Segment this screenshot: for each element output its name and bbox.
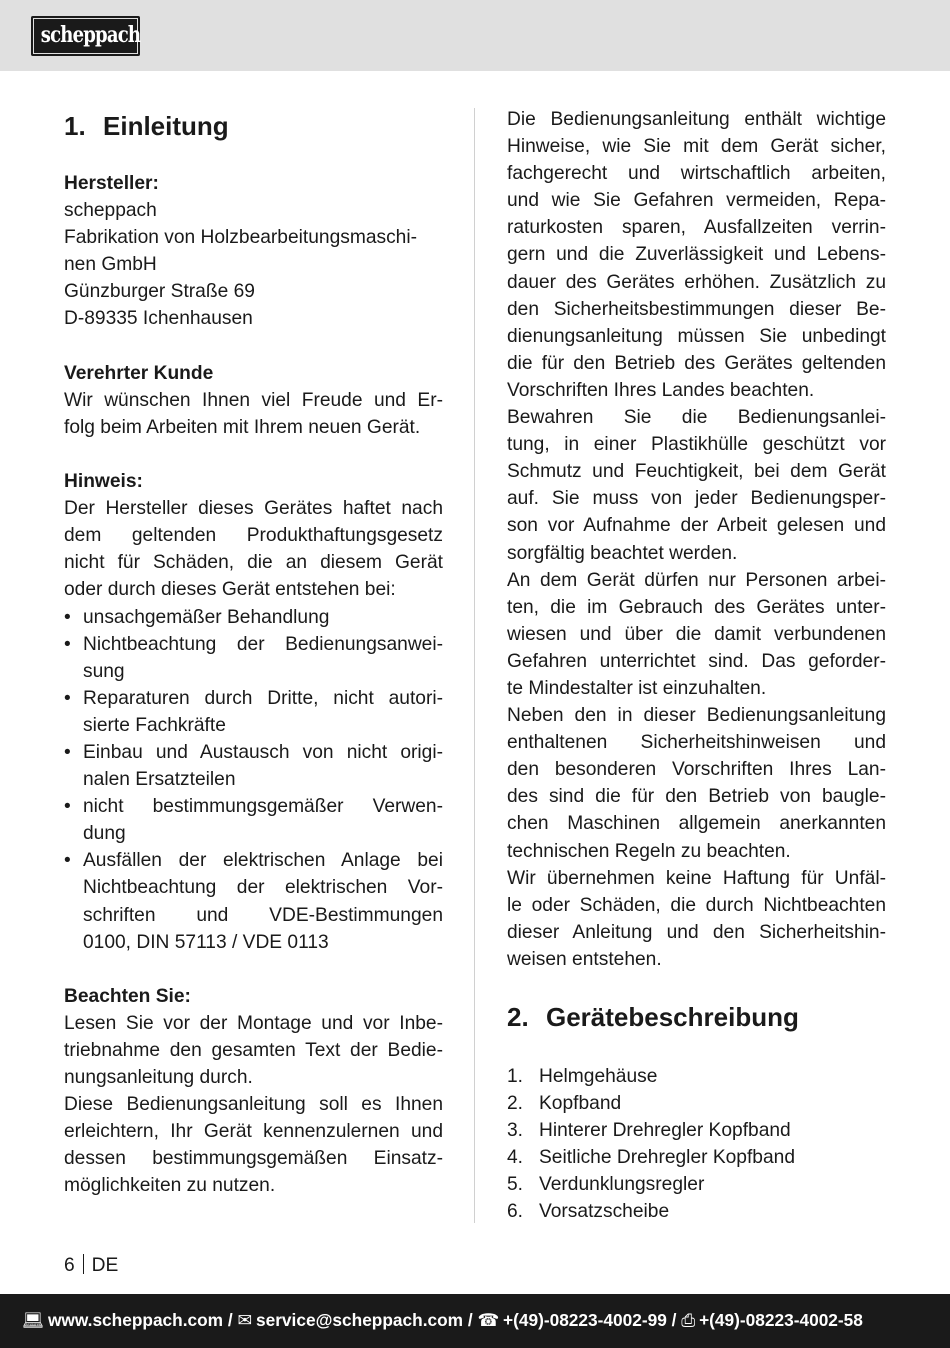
- list-item: • Einbau und Austausch von nicht origi- nalen Ersatzteilen: [64, 741, 443, 791]
- section-2-title: Gerätebeschreibung: [546, 1002, 799, 1032]
- paragraph-line: des sind die für den Betrieb von baugle-: [507, 786, 886, 808]
- part-item: [507, 1144, 886, 1171]
- beachten-line: triebnahme den gesamten Text der Bedie-: [64, 1040, 443, 1061]
- part-item: [507, 1171, 886, 1198]
- beachten-line: Diese Bedienungsanleitung soll es Ihnen: [64, 1094, 443, 1116]
- hersteller-block: [64, 197, 443, 332]
- paragraph-line: te Mindestalter ist einzuhalten.: [507, 677, 767, 699]
- paragraph-line: die für den Betrieb des Gerätes geltenden: [507, 352, 886, 374]
- section-1-number: 1.: [64, 111, 86, 141]
- logo-text: scheppach: [40, 22, 141, 48]
- paragraph-line: technischen Regeln zu beachten.: [507, 840, 791, 862]
- liability-list: [64, 604, 443, 956]
- part-number: 4.: [507, 1147, 524, 1169]
- paragraph-line: dienungsanleitung müssen Sie unbedingt: [507, 325, 886, 347]
- paragraph-line: dieser Anleitung und den Sicherheitshin-: [507, 921, 886, 943]
- column-divider: [474, 108, 475, 1223]
- hersteller-line: nen GmbH: [64, 254, 157, 276]
- phone-number: +(49)-08223-4002-99: [503, 1310, 667, 1330]
- page-number: [64, 1254, 118, 1277]
- section-1-heading: [64, 106, 443, 146]
- email-link[interactable]: service@scheppach.com: [255, 1310, 464, 1330]
- kunde-line: Wir wünschen Ihnen viel Freude und Er-: [64, 389, 443, 411]
- section-2-number: 2.: [507, 1002, 529, 1032]
- paragraph-line: und wie Sie Gefahren vermeiden, Repa-: [507, 190, 886, 212]
- paragraph-line: Wir übernehmen keine Haftung für Unfäl-: [507, 867, 886, 889]
- left-column: [64, 106, 443, 1200]
- page-lang: DE: [91, 1255, 119, 1276]
- kunde-block: [64, 387, 443, 441]
- part-number: 5.: [507, 1174, 524, 1196]
- paragraph-line: chen Maschinen allgemein anerkannten: [507, 813, 886, 835]
- beachten-block: [64, 1010, 443, 1200]
- footer-separator: /: [671, 1310, 677, 1330]
- beachten-line: Lesen Sie vor der Montage und vor Inbe-: [64, 1012, 443, 1034]
- footer-separator: /: [227, 1310, 233, 1330]
- website-link[interactable]: www.scheppach.com: [47, 1310, 224, 1330]
- paragraph-line: ten, die im Gebrauch des Gerätes unter-: [507, 596, 886, 618]
- paragraph-line: Hinweise, wie Sie mit dem Gerät sicher,: [507, 136, 886, 158]
- header-bar: [0, 0, 950, 71]
- footer-bar: [0, 1294, 950, 1348]
- beachten-line: erleichtern, Ihr Gerät kennenzulernen und: [64, 1121, 443, 1143]
- list-item: • Ausfällen der elektrischen Anlage bei Nichtbeachtung der elektrischen Vor- schriften und VDE-Bestimmungen 0100, DIN 57113 / VDE 0113: [64, 850, 443, 953]
- paragraph-line: enthaltenen Sicherheitshinweisen und: [507, 732, 886, 754]
- hersteller-line: Günzburger Straße 69: [64, 281, 255, 303]
- part-number: 6.: [507, 1201, 524, 1223]
- list-item: • unsachgemäßer Behandlung: [64, 606, 330, 628]
- section-1-title: Einleitung: [103, 111, 229, 141]
- part-label: Seitliche Drehregler Kopfband: [539, 1147, 795, 1169]
- paragraph-line: den besonderen Vorschriften Ihres Lan-: [507, 759, 886, 781]
- paragraph-line: Gefahren unterrichtet sind. Das geforder-: [507, 650, 886, 672]
- part-label: Verdunklungsregler: [539, 1174, 705, 1196]
- hersteller-line: D-89335 Ichenhausen: [64, 308, 253, 330]
- paragraph-line: gern und die Zuverlässigkeit und Lebens-: [507, 244, 886, 266]
- kunde-line: folg beim Arbeiten mit Ihrem neuen Gerät.: [64, 416, 421, 438]
- paragraph-line: fachgerecht und wirtschaftlich arbeiten,: [507, 163, 886, 185]
- part-item: [507, 1090, 886, 1117]
- hinweis-line: oder durch dieses Gerät entstehen bei:: [64, 579, 396, 601]
- brand-logo: [31, 16, 140, 56]
- computer-icon: 💻︎: [22, 1310, 44, 1330]
- paragraph-line: Neben den in dieser Bedienungsanleitung: [507, 705, 886, 727]
- paragraph-line: le oder Schäden, die durch Nichtbeachten: [507, 894, 886, 916]
- part-label: Hinterer Drehregler Kopfband: [539, 1120, 791, 1142]
- hinweis-label: Hinweis:: [64, 471, 143, 493]
- list-item: • Nichtbeachtung der Bedienungsanwei- sung: [64, 633, 443, 682]
- paragraph-line: wiesen und über die damit verbundenen: [507, 623, 886, 645]
- paragraph-line: Vorschriften Ihres Landes beachten.: [507, 379, 815, 401]
- hinweis-line: Der Hersteller dieses Gerätes haftet nach: [64, 498, 443, 520]
- paragraph-line: son vor Aufnahme der Arbeit gelesen und: [507, 515, 886, 537]
- beachten-label: Beachten Sie:: [64, 985, 191, 1007]
- hersteller-line: scheppach: [64, 200, 157, 222]
- right-column: [507, 106, 886, 1226]
- paragraph-line: tung, in einer Plastikhülle geschützt vor: [507, 434, 886, 456]
- hinweis-block: [64, 495, 443, 603]
- parts-list: [507, 1063, 886, 1226]
- paragraph-line: weisen entstehen.: [507, 948, 662, 970]
- paragraph-line: Bewahren Sie die Bedienungsanlei-: [507, 407, 886, 429]
- section-2-heading: [507, 997, 886, 1037]
- fax-number: +(49)-08223-4002-58: [699, 1310, 863, 1330]
- footer-separator: /: [467, 1310, 473, 1330]
- beachten-line: möglichkeiten zu nutzen.: [64, 1175, 276, 1197]
- part-label: Helmgehäuse: [539, 1066, 658, 1087]
- paragraph-line: sorgfältig beachtet werden.: [507, 542, 738, 564]
- paragraph-line: dauer des Gerätes erhöhen. Zusätzlich zu: [507, 271, 886, 293]
- paragraph-line: auf. Sie muss von jeder Bedienungsper-: [507, 488, 886, 510]
- intro-paragraph: [507, 106, 886, 973]
- paragraph-line: den Sicherheitsbestimmungen dieser Be-: [507, 298, 886, 320]
- paragraph-line: Schmutz und Feuchtigkeit, bei dem Gerät: [507, 461, 886, 483]
- list-item: • nicht bestimmungsgemäßer Verwen- dung: [64, 796, 443, 845]
- page-num: 6: [64, 1255, 75, 1276]
- part-item: [507, 1117, 886, 1144]
- mail-icon: ✉: [237, 1310, 252, 1330]
- part-label: Vorsatzscheibe: [539, 1201, 670, 1223]
- fax-icon: ⎙: [681, 1310, 696, 1330]
- part-label: Kopfband: [539, 1093, 622, 1115]
- part-number: 3.: [507, 1120, 524, 1142]
- paragraph-line: An dem Gerät dürfen nur Personen arbei-: [507, 569, 886, 591]
- paragraph-line: Die Bedienungsanleitung enthält wichtige: [507, 109, 886, 130]
- part-item: [507, 1063, 886, 1090]
- part-number: 2.: [507, 1093, 524, 1115]
- hinweis-line: dem geltenden Produkthaftungsgesetz: [64, 525, 443, 547]
- hinweis-line: nicht für Schäden, die an diesem Gerät: [64, 552, 443, 574]
- beachten-line: nungsanleitung durch.: [64, 1067, 253, 1089]
- part-number: 1.: [507, 1066, 524, 1087]
- beachten-line: dessen bestimmungsgemäßen Einsatz-: [64, 1148, 443, 1170]
- paragraph-line: raturkosten sparen, Ausfallzeiten verrin-: [507, 217, 886, 239]
- hersteller-label: Hersteller:: [64, 173, 159, 194]
- list-item: • Reparaturen durch Dritte, nicht autori- sierte Fachkräfte: [64, 687, 443, 736]
- kunde-label: Verehrter Kunde: [64, 362, 214, 384]
- hersteller-line: Fabrikation von Holzbearbeitungsmaschi-: [64, 227, 418, 249]
- phone-icon: ☎: [477, 1310, 499, 1330]
- part-item: [507, 1198, 886, 1225]
